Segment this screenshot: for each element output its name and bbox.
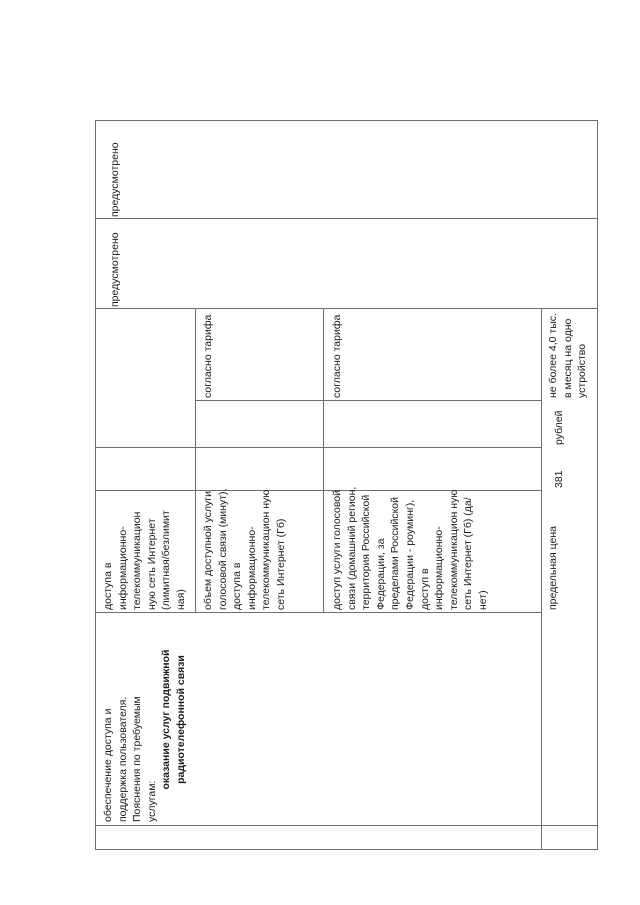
provision-text: предусмотрено — [109, 142, 121, 217]
service-description — [101, 617, 189, 822]
table-border-left — [95, 120, 96, 850]
voice-access-value: согласно тарифа — [331, 314, 343, 398]
service-title-line: радиотелефонной связи — [174, 655, 187, 784]
max-price-unit: рублей — [553, 410, 565, 445]
internet-access-label: доступа в информационно-телекоммуникацион ную сеть Интернет (лимитная/безлимит ная) — [102, 510, 187, 610]
max-price-amount: 381 — [553, 470, 565, 488]
table-border-bottom — [95, 849, 598, 850]
row-divider — [95, 612, 541, 613]
row-divider — [95, 825, 598, 826]
provision-cell-a — [108, 219, 123, 307]
column-divider — [195, 308, 196, 613]
column-divider — [541, 308, 542, 850]
service-title-line: оказание услуг подвижной — [160, 649, 173, 790]
voice-access-label: доступ услуги голосовой связи (домашний регион, территория Российской Федерации, за пределами Российской Федерации - роуминг), доступ в информационно-телекоммуникацион ную сеть Интернет (Гб) (да/нет) — [331, 486, 489, 610]
table-border-top — [95, 120, 598, 121]
column-divider — [323, 308, 324, 613]
max-price-label: предельная цена — [547, 526, 559, 610]
row-divider — [195, 400, 541, 401]
row-divider — [95, 308, 598, 309]
description-line: обеспечение доступа и — [102, 708, 114, 822]
voice-volume-label: объем доступной услуги голосовой связи (минут), доступа в информационно-телекоммуникацион ную сеть Интернет (Гб) — [202, 488, 287, 610]
description-line: поддержка пользователя. — [116, 696, 129, 822]
row-divider — [95, 447, 541, 448]
description-line: Пояснения по требуемым — [131, 696, 144, 822]
table-border-right — [597, 120, 598, 850]
max-price-note: не более 4,0 тыс. в месяц на одно устройство — [547, 313, 589, 398]
description-line: услугам: — [145, 780, 158, 822]
row-divider — [95, 218, 598, 219]
provision-cell-b — [108, 121, 123, 217]
voice-volume-value: согласно тарифа — [202, 314, 214, 398]
provision-text: предусмотрено — [109, 232, 121, 307]
